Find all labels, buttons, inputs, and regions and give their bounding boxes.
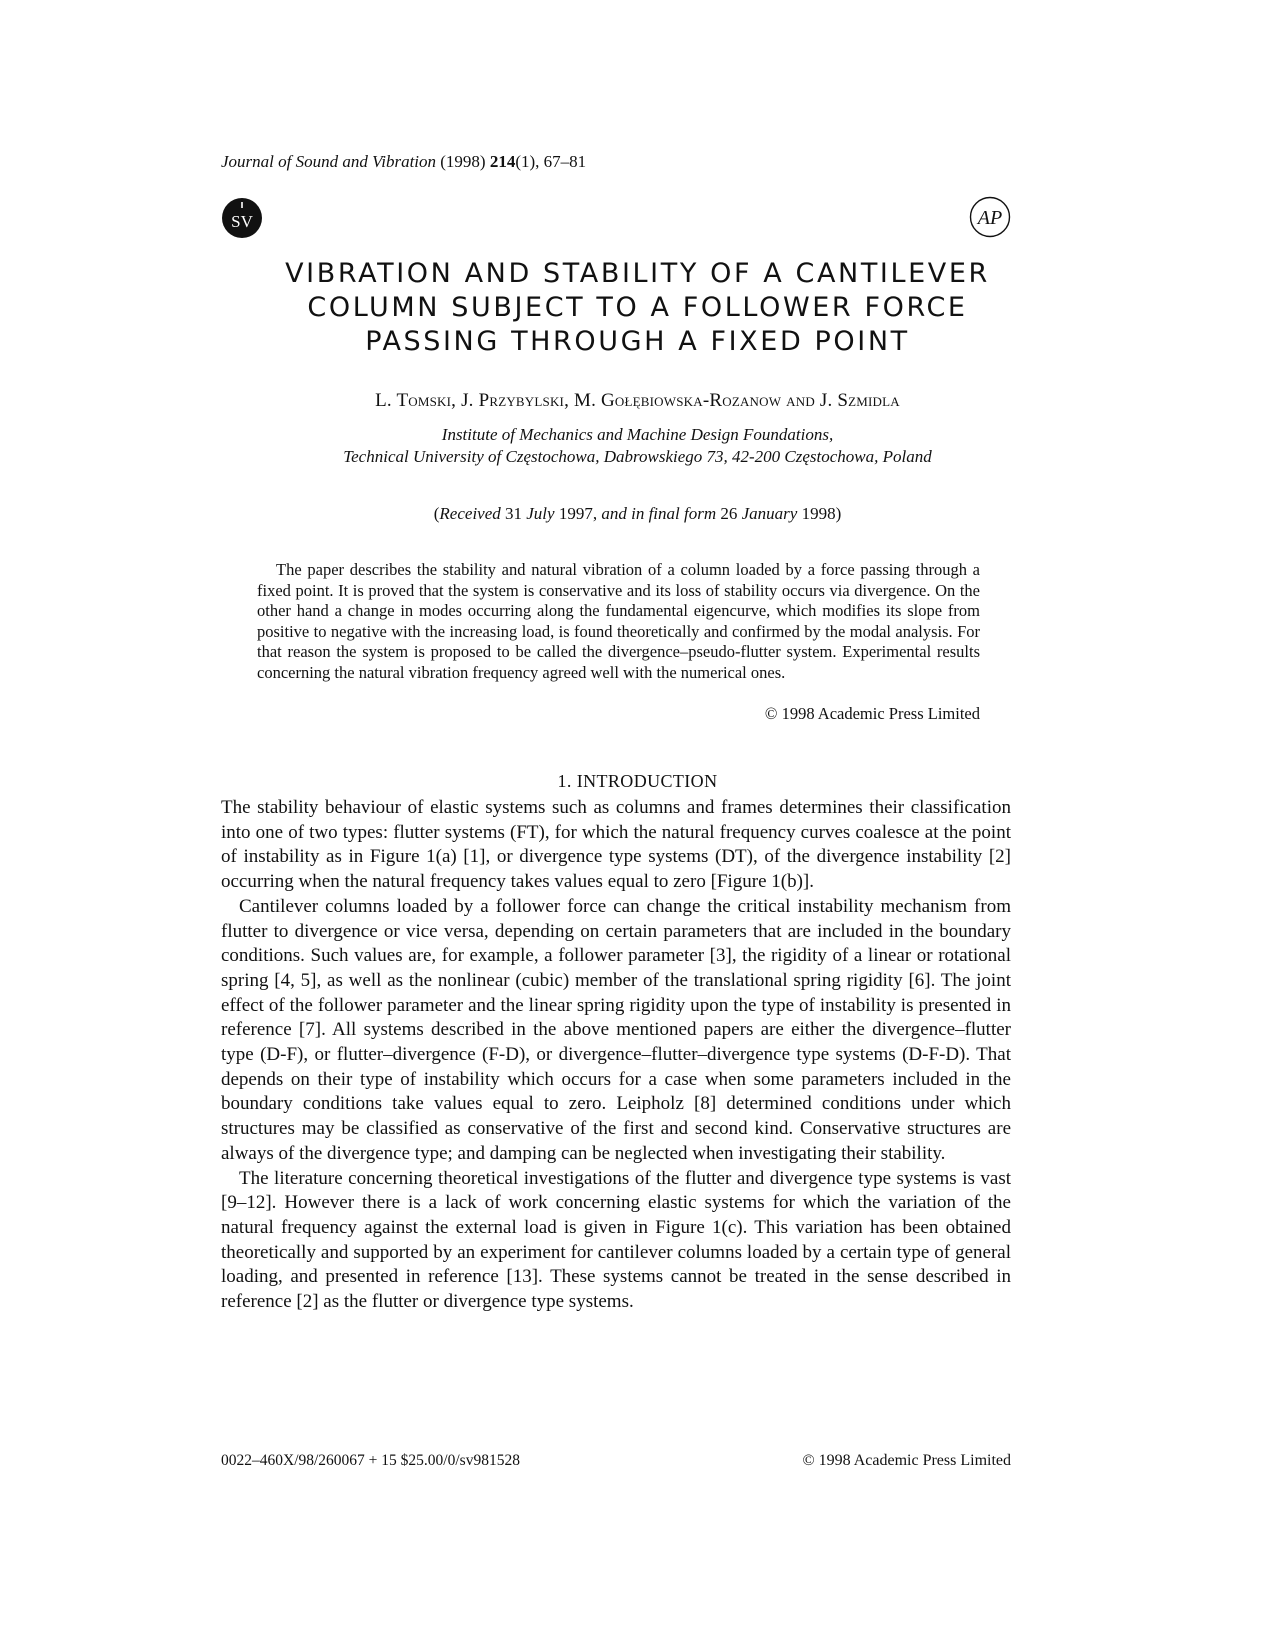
sv-logo-icon bbox=[221, 197, 263, 239]
author-list: L. Tomski, J. Przybylski, M. Gołębiowska-Rozanow and J. Szmidla bbox=[375, 390, 900, 411]
final-form-label: and in final form bbox=[601, 504, 717, 523]
journal-volume: 214 bbox=[489, 152, 516, 171]
affiliation bbox=[170, 424, 1105, 468]
journal-name: Journal of Sound and Vibration bbox=[221, 152, 437, 171]
paragraph: The literature concerning theoretical investigations of the flutter and divergence type systems is vast [9–12]. However there is a lack of work concerning elastic systems for which the variation of the natural frequency against the external load is given in Figure 1(c). This variation has been obtained theoretically and supported by an experiment for cantilever columns loaded by a certain type of general loading, and presented in reference [13]. These systems cannot be treated in the sense described in reference [2] as the flutter or divergence type systems. bbox=[221, 1167, 1011, 1313]
received-dates bbox=[170, 504, 1105, 524]
title-line-1: VIBRATION AND STABILITY OF A CANTILEVER bbox=[285, 258, 990, 289]
final-month: January bbox=[741, 504, 798, 523]
paper-title bbox=[170, 257, 1105, 359]
received-year: 1997, bbox=[554, 504, 602, 523]
affiliation-line-1: Institute of Mechanics and Machine Design Foundations, bbox=[441, 425, 834, 444]
received-open: ( bbox=[433, 504, 440, 523]
journal-year: (1998) bbox=[440, 152, 486, 171]
title-line-2: COLUMN SUBJECT TO A FOLLOWER FORCE bbox=[307, 292, 968, 323]
abstract-copyright: © 1998 Academic Press Limited bbox=[764, 704, 980, 723]
journal-citation bbox=[221, 152, 586, 172]
abstract-text: The paper describes the stability and natural vibration of a column loaded by a force passing through a fixed point. It is proved that the system is conservative and its loss of stability occurs via divergence. On the other hand a change in modes occurring along the fundamental eigencurve, which modifies its slope from positive to negative with the increasing load, is found theoretically and confirmed by the modal analysis. For that reason the system is proposed to be called the divergence–pseudo-flutter system. Experimental results concerning the natural vibration frequency agreed well with the numerical ones. bbox=[257, 560, 980, 682]
journal-issue-pages: (1), 67–81 bbox=[515, 152, 587, 171]
paragraph: The stability behaviour of elastic systems such as columns and frames determines their classification into one of two types: flutter systems (FT), for which the natural frequency curves coalesce at the point of instability as in Figure 1(a) [1], or divergence type systems (DT), of the divergence instability [2] occurring when the natural frequency takes values equal to zero [Figure 1(b)]. bbox=[221, 797, 1011, 893]
ap-logo-text: AP bbox=[977, 207, 1003, 229]
received-month: July bbox=[526, 504, 555, 523]
final-day: 26 bbox=[716, 504, 742, 523]
footer-copyright: © 1998 Academic Press Limited bbox=[802, 1452, 1011, 1469]
ap-logo-icon bbox=[969, 196, 1011, 238]
affiliation-line-2: Technical University of Częstochowa, Dabrowskiego 73, 42-200 Częstochowa, Poland bbox=[343, 447, 932, 466]
final-year: 1998) bbox=[797, 504, 842, 523]
received-label: Received bbox=[439, 504, 501, 523]
section-heading: 1. INTRODUCTION bbox=[557, 771, 718, 791]
received-day: 31 bbox=[500, 504, 527, 523]
title-line-3: PASSING THROUGH A FIXED POINT bbox=[365, 326, 910, 357]
sv-logo-text: SV bbox=[231, 212, 253, 231]
paragraph: Cantilever columns loaded by a follower force can change the critical instability mechanism from flutter to divergence or vice versa, depending on certain parameters that are included in the boundary conditions. Such values are, for example, a follower parameter [3], the rigidity of a linear or rotational spring [4, 5], as well as the nonlinear (cubic) member of the translational spring rigidity [6]. The joint effect of the follower parameter and the linear spring rigidity upon the type of instability is presented in reference [7]. All systems described in the above mentioned papers are either the divergence–flutter type (D-F), or flutter–divergence (F-D), or divergence–flutter–divergence type systems (D-F-D). That depends on their type of instability which occurs for a case when some parameters included in the boundary conditions take values equal to zero. Leipholz [8] determined conditions under which structures may be classified as conservative of the first and second kind. Conservative structures are always of the divergence type; and damping can be neglected when investigating their stability. bbox=[221, 895, 1011, 1164]
footer-code: 0022–460X/98/260067 + 15 $25.00/0/sv981528 bbox=[221, 1452, 520, 1469]
body-text bbox=[221, 796, 1011, 1315]
